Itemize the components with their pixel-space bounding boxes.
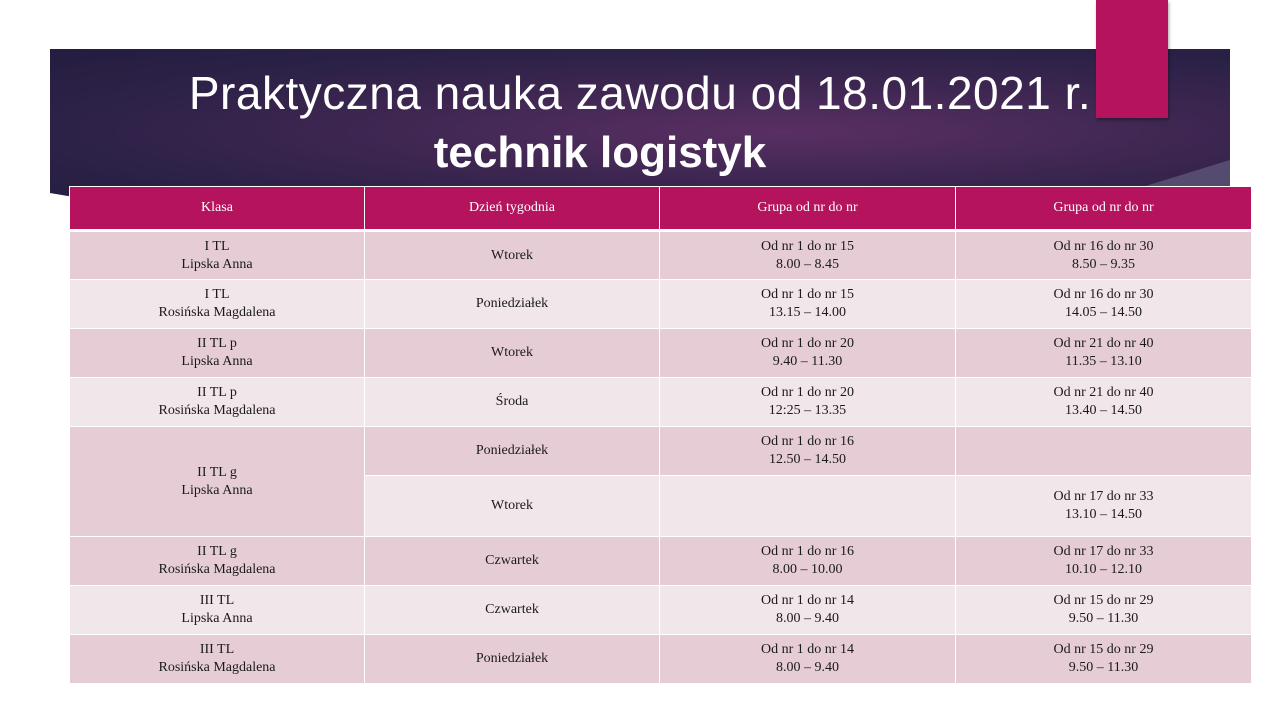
cell-grupa-2 bbox=[956, 231, 1252, 280]
class-name: II TL p bbox=[197, 385, 237, 400]
cell-grupa-2 bbox=[956, 635, 1252, 684]
group-range: Od nr 1 do nr 16 bbox=[761, 434, 854, 449]
cell-grupa-1 bbox=[660, 378, 956, 427]
group-time: 13.40 – 14.50 bbox=[1065, 403, 1142, 418]
header-klasa: Klasa bbox=[70, 187, 365, 231]
cell-grupa-1 bbox=[660, 427, 956, 476]
cell-grupa-2 bbox=[956, 427, 1252, 476]
group-range: Od nr 15 do nr 29 bbox=[1053, 642, 1154, 657]
cell-klasa bbox=[70, 378, 365, 427]
class-name: III TL bbox=[199, 642, 235, 657]
cell-grupa-2 bbox=[956, 537, 1252, 586]
group-range: Od nr 1 do nr 16 bbox=[761, 544, 854, 559]
table-row bbox=[70, 586, 1252, 635]
group-time: 14.05 – 14.50 bbox=[1065, 305, 1142, 320]
class-name: I TL bbox=[204, 287, 230, 302]
cell-dzien: Środa bbox=[365, 378, 660, 427]
schedule-table bbox=[69, 186, 1252, 684]
cell-grupa-1 bbox=[660, 231, 956, 280]
cell-dzien: Wtorek bbox=[365, 476, 660, 537]
header-grupa-2: Grupa od nr do nr bbox=[956, 187, 1252, 231]
group-time: 9.40 – 11.30 bbox=[772, 354, 843, 369]
cell-dzien: Wtorek bbox=[365, 231, 660, 280]
teacher-name: Rosińska Magdalena bbox=[158, 562, 276, 577]
cell-grupa-1 bbox=[660, 537, 956, 586]
group-time: 10.10 – 12.10 bbox=[1065, 562, 1142, 577]
cell-klasa bbox=[70, 329, 365, 378]
cell-klasa bbox=[70, 427, 365, 537]
group-time: 12.50 – 14.50 bbox=[769, 452, 846, 467]
group-time: 8.00 – 10.00 bbox=[772, 562, 843, 577]
teacher-name: Lipska Anna bbox=[181, 354, 253, 369]
group-range: Od nr 15 do nr 29 bbox=[1053, 593, 1154, 608]
table-row bbox=[70, 329, 1252, 378]
group-time: 12:25 – 13.35 bbox=[768, 403, 847, 418]
group-time: 13.15 – 14.00 bbox=[769, 305, 846, 320]
cell-grupa-1 bbox=[660, 329, 956, 378]
teacher-name: Lipska Anna bbox=[181, 611, 253, 626]
table-row bbox=[70, 635, 1252, 684]
teacher-name: Rosińska Magdalena bbox=[158, 660, 276, 675]
header-grupa-1: Grupa od nr do nr bbox=[660, 187, 956, 231]
cell-klasa bbox=[70, 635, 365, 684]
table-row bbox=[70, 537, 1252, 586]
cell-klasa bbox=[70, 586, 365, 635]
group-time: 13.10 – 14.50 bbox=[1065, 507, 1142, 522]
table-row bbox=[70, 231, 1252, 280]
cell-grupa-2 bbox=[956, 586, 1252, 635]
group-range: Od nr 1 do nr 14 bbox=[761, 593, 854, 608]
group-range: Od nr 16 do nr 30 bbox=[1053, 287, 1154, 302]
table-row bbox=[70, 378, 1252, 427]
header-dzien: Dzień tygodnia bbox=[365, 187, 660, 231]
cell-dzien: Poniedziałek bbox=[365, 635, 660, 684]
class-name: III TL bbox=[199, 593, 235, 608]
slide-title: Praktyczna nauka zawodu od 18.01.2021 r. bbox=[188, 67, 1092, 119]
group-time: 8.50 – 9.35 bbox=[1072, 256, 1135, 272]
class-name: I TL bbox=[204, 238, 230, 254]
cell-grupa-2 bbox=[956, 280, 1252, 329]
teacher-name: Lipska Anna bbox=[181, 256, 253, 272]
cell-grupa-2 bbox=[956, 476, 1252, 537]
cell-klasa bbox=[70, 280, 365, 329]
group-range: Od nr 21 do nr 40 bbox=[1053, 336, 1154, 351]
group-time: 9.50 – 11.30 bbox=[1068, 660, 1139, 675]
group-range: Od nr 1 do nr 20 bbox=[761, 385, 854, 400]
cell-dzien: Wtorek bbox=[365, 329, 660, 378]
group-range: Od nr 1 do nr 14 bbox=[761, 642, 854, 657]
group-time: 11.35 – 13.10 bbox=[1065, 354, 1142, 369]
cell-grupa-1 bbox=[660, 476, 956, 537]
class-name: II TL p bbox=[197, 336, 237, 351]
teacher-name: Rosińska Magdalena bbox=[158, 305, 276, 320]
cell-dzien: Czwartek bbox=[365, 586, 660, 635]
group-range: Od nr 17 do nr 33 bbox=[1053, 489, 1154, 504]
slide-subtitle: technik logistyk bbox=[433, 128, 767, 177]
cell-klasa bbox=[70, 231, 365, 280]
group-time: 8.00 – 8.45 bbox=[776, 256, 839, 272]
group-range: Od nr 1 do nr 15 bbox=[761, 238, 854, 254]
table-row bbox=[70, 427, 1252, 476]
group-range: Od nr 16 do nr 30 bbox=[1053, 238, 1154, 254]
class-name: II TL g bbox=[197, 464, 237, 480]
teacher-name: Lipska Anna bbox=[181, 482, 253, 498]
table-header-row bbox=[70, 187, 1252, 231]
group-time: 9.50 – 11.30 bbox=[1068, 611, 1139, 626]
cell-grupa-2 bbox=[956, 329, 1252, 378]
group-range: Od nr 1 do nr 15 bbox=[761, 287, 854, 302]
cell-dzien: Czwartek bbox=[365, 537, 660, 586]
cell-grupa-1 bbox=[660, 586, 956, 635]
teacher-name: Rosińska Magdalena bbox=[158, 403, 276, 418]
group-range: Od nr 21 do nr 40 bbox=[1053, 385, 1154, 400]
group-time: 8.00 – 9.40 bbox=[776, 611, 839, 626]
group-time: 8.00 – 9.40 bbox=[776, 660, 839, 675]
table-row bbox=[70, 280, 1252, 329]
cell-klasa bbox=[70, 537, 365, 586]
cell-dzien: Poniedziałek bbox=[365, 427, 660, 476]
group-range: Od nr 17 do nr 33 bbox=[1053, 544, 1154, 559]
cell-grupa-1 bbox=[660, 280, 956, 329]
class-name: II TL g bbox=[197, 544, 237, 559]
group-range: Od nr 1 do nr 20 bbox=[761, 336, 854, 351]
cell-dzien: Poniedziałek bbox=[365, 280, 660, 329]
cell-grupa-2 bbox=[956, 378, 1252, 427]
cell-grupa-1 bbox=[660, 635, 956, 684]
